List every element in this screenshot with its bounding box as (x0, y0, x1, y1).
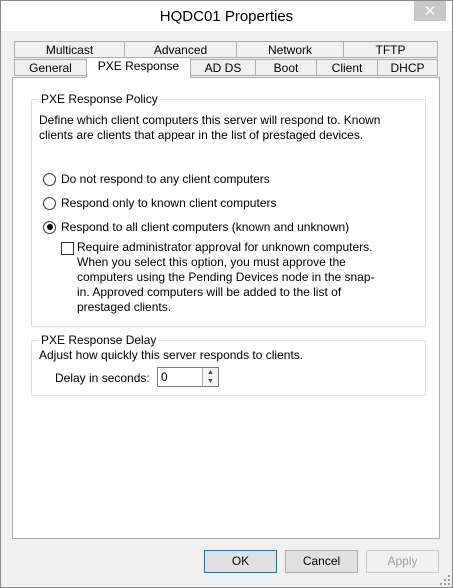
tab-general[interactable]: General (14, 59, 87, 76)
close-icon: ✕ (423, 2, 437, 20)
tab-multicast[interactable]: Multicast (14, 41, 125, 58)
tab-ad-ds[interactable]: AD DS (190, 59, 256, 76)
radio-no-respond-label: Do not respond to any client computers (61, 172, 270, 186)
radio-known-only-label: Respond only to known client computers (61, 196, 277, 210)
policy-description: Define which client computers this server will respond to. Known clients are clients that appear in the list of prestaged devices. (39, 113, 381, 142)
apply-button[interactable]: Apply (366, 550, 439, 573)
ok-button[interactable]: OK (204, 550, 277, 573)
radio-all-clients[interactable] (43, 220, 349, 234)
tab-pxe-response[interactable]: PXE Response (86, 57, 191, 78)
delay-legend: PXE Response Delay (38, 333, 159, 347)
tab-client[interactable]: Client (316, 59, 378, 76)
delay-description: Adjust how quickly this server responds to clients. (39, 348, 304, 362)
tab-tftp[interactable]: TFTP (343, 41, 438, 58)
spin-up-icon[interactable]: ▲ (202, 368, 218, 377)
tab-boot[interactable]: Boot (255, 59, 317, 76)
tab-network[interactable]: Network (236, 41, 344, 58)
pxe-response-panel (12, 77, 440, 539)
spin-down-icon[interactable]: ▼ (202, 377, 218, 386)
approval-checkbox-label: Require administrator approval for unknown computers. When you select this option, you must approve the computers using the Pending Devices node in the snap-in. Approved computers will be added to the list of prestaged clients. (77, 240, 375, 314)
resize-grip-icon[interactable] (440, 575, 450, 585)
radio-all-clients-button[interactable] (43, 221, 56, 234)
tab-advanced[interactable]: Advanced (124, 41, 237, 58)
cancel-button[interactable]: Cancel (285, 550, 358, 573)
delay-seconds-stepper[interactable] (157, 367, 219, 387)
title-bar (1, 1, 452, 31)
tab-dhcp[interactable]: DHCP (377, 59, 438, 76)
radio-all-clients-label: Respond to all client computers (known and unknown) (61, 220, 350, 234)
delay-seconds-value[interactable]: 0 (161, 370, 168, 384)
approval-checkbox[interactable] (61, 242, 74, 255)
radio-known-only[interactable] (43, 196, 276, 210)
delay-label: Delay in seconds: (55, 371, 150, 385)
radio-no-respond[interactable] (43, 172, 270, 186)
policy-legend: PXE Response Policy (38, 92, 161, 106)
close-button[interactable] (414, 1, 446, 21)
radio-no-respond-button[interactable] (43, 173, 56, 186)
radio-known-only-button[interactable] (43, 197, 56, 210)
window-title: HQDC01 Properties (159, 8, 294, 25)
